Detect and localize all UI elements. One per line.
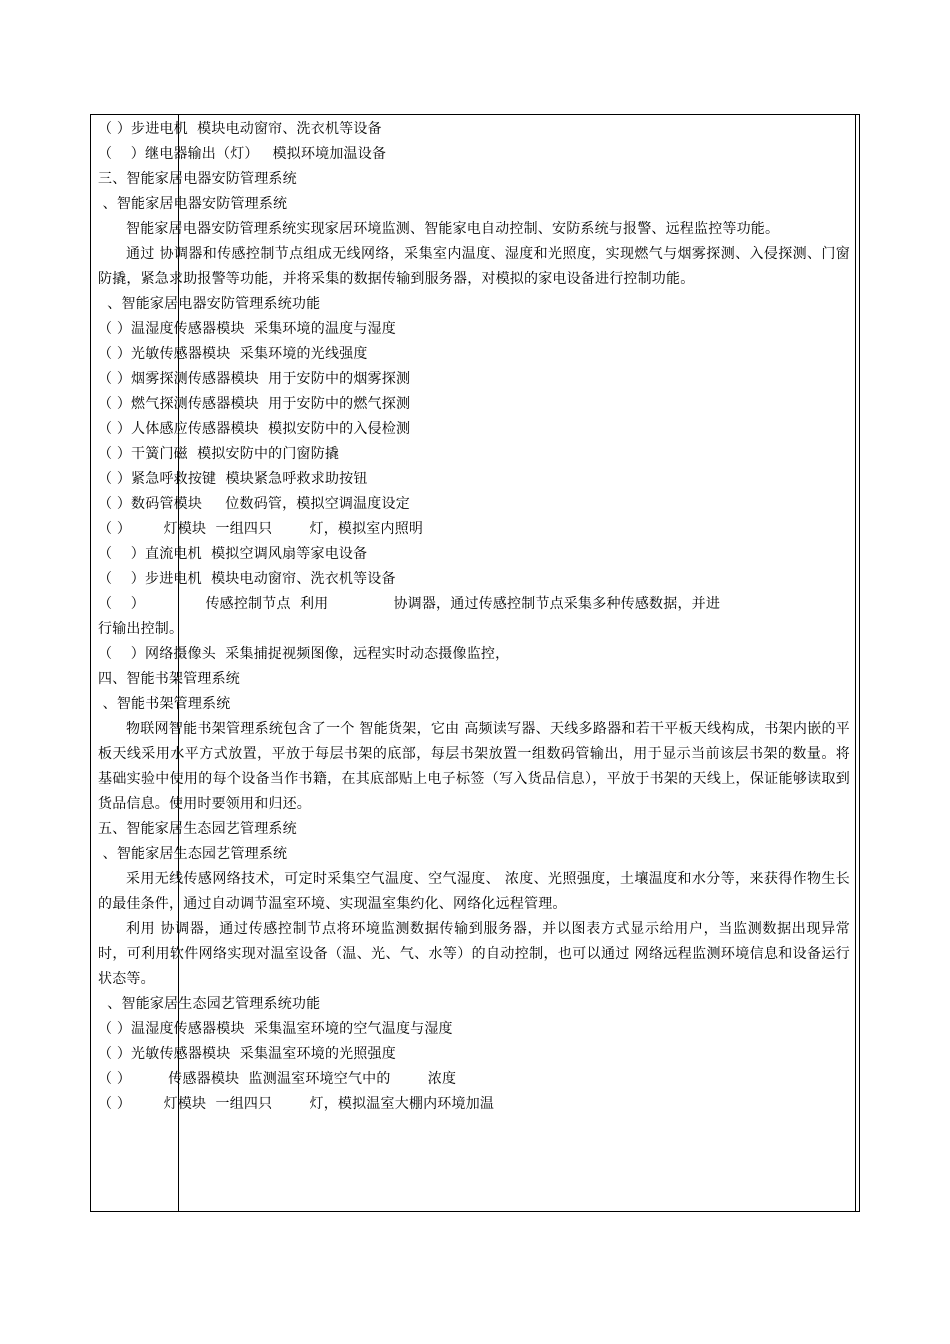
subsection-heading: 、智能家居生态园艺管理系统功能: [98, 996, 321, 1012]
list-item: （ ）人体感应传感器模块 模拟安防中的入侵检测: [98, 421, 411, 437]
paragraph: 采用无线传感网络技术，可定时采集空气温度、空气湿度、 浓度、光照强度，土壤温度和水分等，来获得作物生长的最佳条件，通过自动调节温室环境、实现温室集约化、网络化远程管理。: [98, 871, 850, 912]
list-item: （ ）直流电机 模拟空调风扇等家电设备: [98, 546, 368, 562]
section-heading: 四、智能书架管理系统: [98, 671, 240, 687]
subsection-heading: 、智能家居生态园艺管理系统: [98, 846, 288, 862]
paragraph: 物联网智能书架管理系统包含了一个 智能货架，它由 高频读写器、天线多路器和若干平板天线构成，书架内嵌的平板天线采用水平方式放置，平放于每层书架的底部，每层书架放置一组数码管输出，用于显示当前该层书架的数量。将基础实验中使用的每个设备当作书籍，在其底部贴上电子标签（写入货品信息），平放于书架的天线上，保证能够读取到货品信息。使用时要领用和归还。: [98, 721, 850, 812]
list-item: （ ）步进电机 模块电动窗帘、洗衣机等设备: [98, 571, 396, 587]
subsection-heading: 、智能家居电器安防管理系统功能: [98, 296, 321, 312]
subsection-heading: 、智能书架管理系统: [98, 696, 231, 712]
list-item: （ ）数码管模块 位数码管，模拟空调温度设定: [98, 496, 410, 512]
list-item: （ ）光敏传感器模块 采集温室环境的光照强度: [98, 1046, 396, 1062]
text-line: （ ）继电器输出（灯） 模拟环境加温设备: [98, 146, 387, 162]
list-item: （ ）紧急呼救按键 模块紧急呼救求助按钮: [98, 471, 368, 487]
list-item: （ ）光敏传感器模块 采集环境的光线强度: [98, 346, 368, 362]
section-heading: 五、智能家居生态园艺管理系统: [98, 821, 297, 837]
list-item: （ ）网络摄像头 采集捕捉视频图像，远程实时动态摄像监控，: [98, 646, 510, 662]
list-item: （ ）温湿度传感器模块 采集温室环境的空气温度与湿度: [98, 1021, 453, 1037]
subsection-heading: 、智能家居电器安防管理系统: [98, 196, 288, 212]
document-body: [98, 117, 850, 1117]
inner-border-line: [855, 115, 856, 1211]
list-item: （ ）温湿度传感器模块 采集环境的温度与湿度: [98, 321, 396, 337]
paragraph: 利用 协调器，通过传感控制节点将环境监测数据传输到服务器，并以图表方式显示给用户，当监测数据出现异常时，可利用软件网络实现对温室设备（温、光、气、水等）的自动控制，也可以通过 网络远程监测环境信息和设备运行状态等。: [98, 921, 850, 987]
list-item: （ ） 传感器模块 监测温室环境空气中的 浓度: [98, 1071, 457, 1087]
list-item: （ ）干簧门磁 模拟安防中的门窗防撬: [98, 446, 340, 462]
list-item-continuation: 行输出控制。: [98, 621, 184, 637]
list-item: （ ） 传感控制节点 利用 协调器，通过传感控制节点采集多种传感数据，并进: [98, 596, 721, 612]
list-item: （ ） 灯模块 一组四只 灯，模拟室内照明: [98, 521, 424, 537]
section-heading: 三、智能家居电器安防管理系统: [98, 171, 297, 187]
list-item: （ ） 灯模块 一组四只 灯，模拟温室大棚内环境加温: [98, 1096, 495, 1112]
text-line: （ ）步进电机 模块电动窗帘、洗衣机等设备: [98, 121, 382, 137]
list-item: （ ）烟雾探测传感器模块 用于安防中的烟雾探测: [98, 371, 411, 387]
list-item: （ ）燃气探测传感器模块 用于安防中的燃气探测: [98, 396, 411, 412]
paragraph: 智能家居电器安防管理系统实现家居环境监测、智能家电自动控制、安防系统与报警、远程监控等功能。: [126, 221, 780, 237]
paragraph: 通过 协调器和传感控制节点组成无线网络，采集室内温度、湿度和光照度，实现燃气与烟雾探测、入侵探测、门窗防撬，紧急求助报警等功能，并将采集的数据传输到服务器，对模拟的家电设备进行控制功能。: [98, 246, 850, 287]
